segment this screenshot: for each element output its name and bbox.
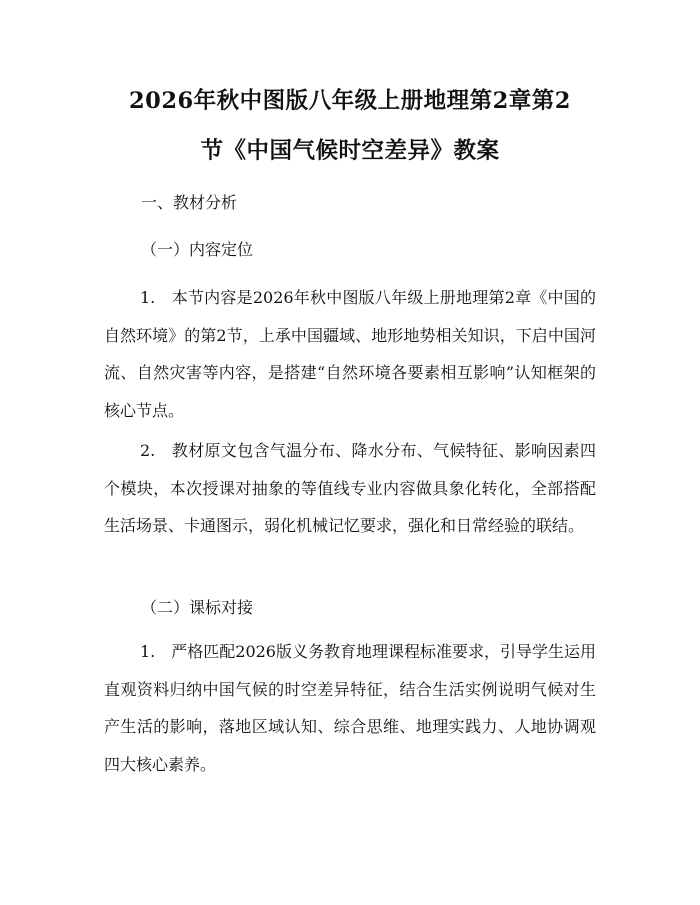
subsection-heading-curriculum-alignment: （二）课标对接 <box>141 598 254 617</box>
paragraph-content-positioning-2: 2. 教材原文包含气温分布、降水分布、气候特征、影响因素四个模块，本次授课对抽象的等值线专业内容做具象化转化，全部搭配生活场景、卡通图示，弱化机械记忆要求，强化和日常经验的联结。 <box>104 441 596 535</box>
paragraph-curriculum-alignment-1: 1. 严格匹配2026版义务教育地理课程标准要求，引导学生运用直观资料归纳中国气候的时空差异特征，结合生活实例说明气候对生产生活的影响，落地区域认知、综合思维、地理实践力、人地协调观四大核心素养。 <box>104 642 596 774</box>
document-title-line-2: 节《中国气候时空差异》教案 <box>200 138 500 164</box>
document-title-line-1: 2026年秋中图版八年级上册地理第2章第2 <box>129 88 571 114</box>
subsection-heading-content-positioning: （一）内容定位 <box>141 240 254 259</box>
section-heading-textbook-analysis: 一、教材分析 <box>141 193 238 212</box>
paragraph-content-positioning-1: 1. 本节内容是2026年秋中图版八年级上册地理第2章《中国的自然环境》的第2节，上承中国疆域、地形地势相关知识，下启中国河流、自然灾害等内容，是搭建“自然环境各要素相互影响”认知框架的核心节点。 <box>104 288 596 420</box>
